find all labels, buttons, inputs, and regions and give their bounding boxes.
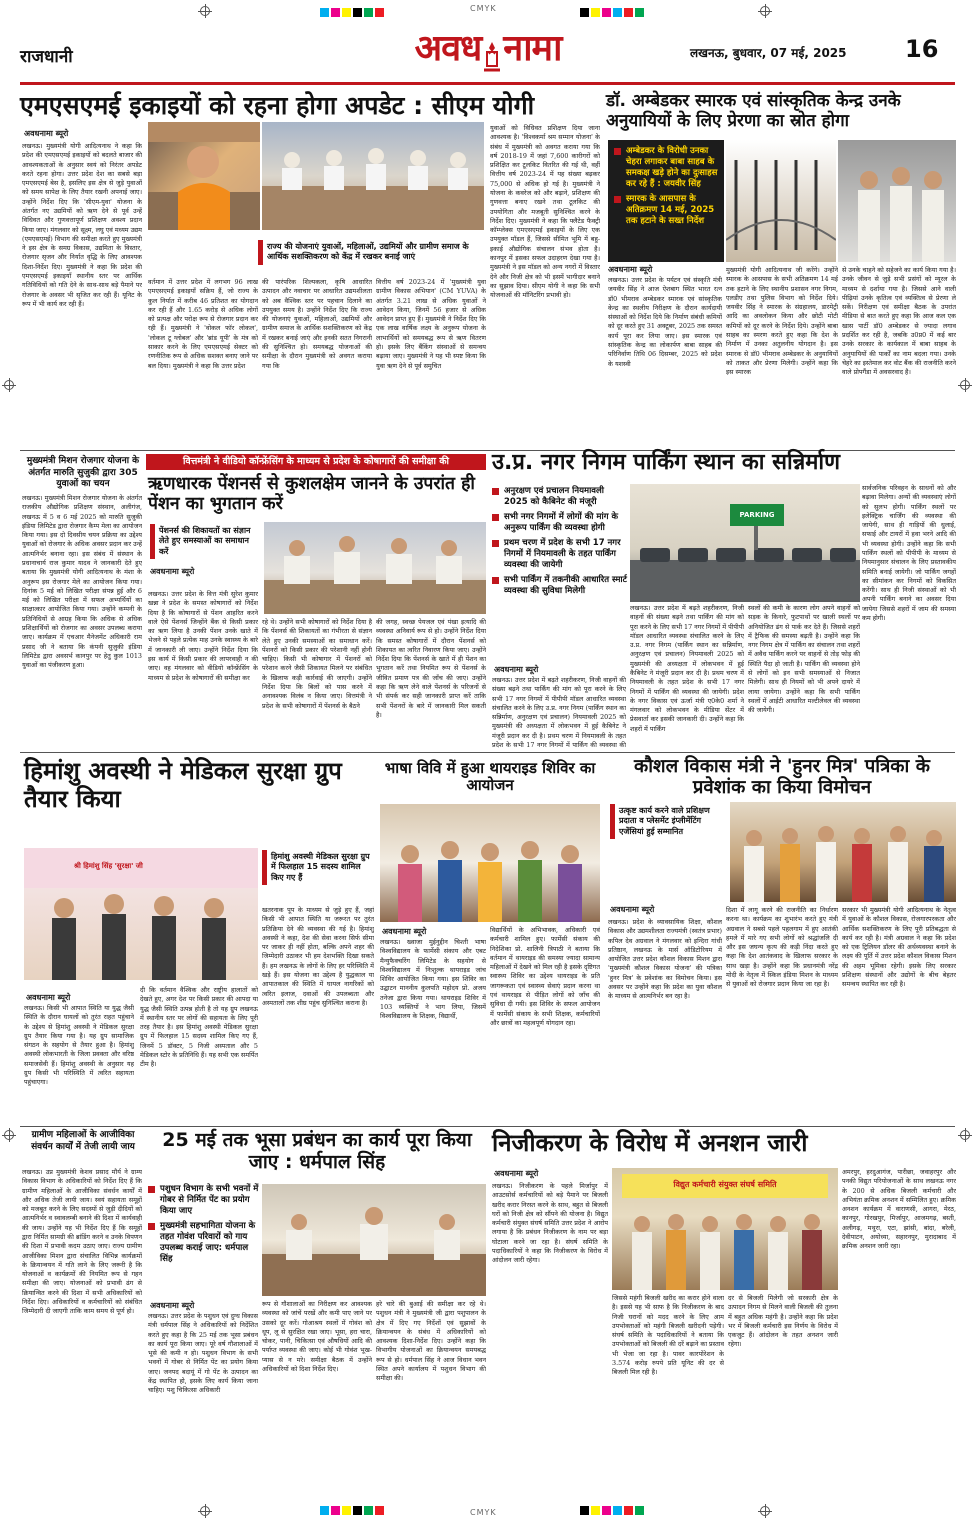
parking-point: प्रथम चरण में प्रदेश के सभी 17 नगर निगमों में नियमावली के तहत पार्किंग व्यवस्था की जायेगी: [492, 538, 628, 571]
color-calibration-bar: [580, 8, 644, 17]
page-number: 16: [905, 35, 939, 63]
byline: अवधनामा ब्यूरो: [150, 567, 195, 576]
caption-hunar-mitra: उत्कृष्ट कार्य करने वाले प्रशिक्षण प्रदाता व प्लेसमेंट इंप्लीमेंटिंग एजेंसियां हुई सम्मानित: [610, 804, 728, 839]
headline-thyroid: भाषा विवि में हुआ थायराइड शिविर का आयोजन: [384, 759, 596, 795]
photo-video-conference: [264, 522, 486, 614]
headline-gramin-mahila: ग्रामीण महिलाओं के आजीविका संवर्धन कार्यों में तेजी लायी जाय: [31, 1130, 135, 1152]
parking-points: [492, 486, 628, 601]
byline: अवधनामा ब्यूरो: [150, 1301, 195, 1310]
story-text: अमरपुर, हरदुआगंज, पारीछा, जवाहरपुर और पनकी विद्युत परियोजनाओं के साथ लखनऊ नगर के 200 से अधिक बिजली कर्मचारी और अभियंता क्रमिक अनशन में सम्मिलित हुए। क्रमिक अनशन कार्यक्रम में वाराणसी, आगरा, मेरठ, कानपुर, गोरखपुर, मिर्जापुर, आजमगढ़, बस्ती, अलीगढ़, मथुरा, एटा, झांसी, बांदा, बरेली, देवीपाटन, अयोध्या, सहारनपुर, मुरादाबाद में क्रमिक अनशन जारी रहा।: [842, 1168, 956, 1251]
story-text: से उनके चाहने को सहेजने का कार्य किया गया है। उनके जीवन से जुड़े सभी प्रसंगों को म्यूरल के माध्यम से दर्शाया गया है। जिससे आने वाली पीढ़ियां उनके कृतित्व एवं व्यक्तित्व से प्रेरणा ले सकें। निरीक्षण एवं समीक्षा बैठक के उपरांत मीडिया से बात करते हुए कहा कि आज कल एक खास पार्टी डॉ0 अम्बेडकर से ज्यादा लगाव प्रदर्शित कर रही है, जबकि उ0प्र0 में कई बार उनके सरकार के कार्यकाल में बाबा साहब के अनुयायियों की पार्कों का नाम बदला गया। उनके चेहरे का इस्तेमाल कर वोट बैंक की राजनीति करने वाले प्रोपगैंडा में अवसरवाद है।: [842, 266, 956, 377]
byline: अवधनामा ब्यूरो: [26, 993, 71, 1002]
parking-point: अनुरक्षण एवं प्रचालन नियमावली 2025 को कैबिनेट की मंजूरी: [492, 486, 628, 508]
byline: अवधनामा ब्यूरो: [494, 665, 539, 674]
photo-protest: [612, 1168, 838, 1290]
story-text: लखनऊ। ख्वाजा मुईनुद्दीन चिश्ती भाषा विश्वविद्यालय के फार्मेसी संकाय और एबट मैन्युफैक्चरिंग लिमिटेड के सहयोग से विश्वविद्यालय में निःशुल्क थायराइड जांच शिविर आयोजित किया गया। इस शिविर का उद्घाटन माननीय कुलपति महोदय प्रो. अजय तनेजा द्वारा किया गया। थायराइड शिविर में 103 व्यक्तियों ने भाग लिया, जिसमें विश्वविद्यालय के शिक्षक, विद्यार्थी,: [380, 938, 486, 1021]
story-text: लखनऊ। मुख्यमंत्री मिशन रोजगार योजना के अंतर्गत राजकीय औद्योगिक प्रशिक्षण संस्थान, अलीगंज, लखनऊ में 5 व 6 मई 2025 को मारुति सुजुकी इंडिया लिमिटेड द्वारा रोजगार कैम्प मेला का आयोजन किया गया। इस दो दिवसीय चयन प्रक्रिया का उद्देश्य युवाओं को रोजगार के अधिक अवसर प्रदान कर उन्हें आत्मनिर्भर बनाना रहा। इस संबंध में संस्थान के प्रधानाचार्य राज कुमार यादव ने जानकारी देते हुए बताया कि मुख्यमंत्री योगी आदित्यनाथ के मंशा के अनुरूप इस रोजगार मेले का आयोजन किया गया। दिनांक 5 मई को लिखित परीक्षा संपन्न हुई और 6 मई को लिखित परीक्षा में सफल अभ्यर्थियों का साक्षात्कार आयोजित किया गया। उन्होंने कम्पनी के प्रतिनिधियों से आग्रह किया कि अधिक से अधिक प्रशिक्षार्थियों को रोजगार का अवसर उपलब्ध कराया जाए। कार्यक्रम में एचआर मैनेजमेंट अधिकारी राम प्रसाद जी ने बताया कि कंपनी सुजुकी इंडिया लिमिटेड द्वारा अवसर्भ कानपुर पर हेतु कुल 1013 युवाओं का पंजीकरण हुआ।: [22, 494, 142, 670]
photo-minister-inspection: [838, 140, 956, 262]
caption-msme: राज्य की योजनाएं युवाओं, महिलाओं, उद्यमियों और ग्रामीण समाज के आर्थिक सशक्तिकरण को केंद्र में रखकर बनाई जाएं: [258, 240, 484, 265]
parking-point: सभी नगर निगमों में लोगों की मांग के अनुरूप पार्किंग की व्यवस्था होगी: [492, 512, 628, 534]
header-rule: [20, 82, 955, 85]
highlight-point: अम्बेडकर के विरोधी उनका चेहरा लगाकर बाबा साहब के समकक्ष खड़े होने का दुःसाहस कर रहे हैं : जयवीर सिंह: [614, 146, 718, 190]
story-text: रहे थे। उन्होंने सभी कोषागारों को निर्देश दिया है कि पेंशनर्स की शिकायतों का गंभीरता से संज्ञान लेते हुए उनकी समस्याओं का समाधान करें। पेंशनरों को किसी प्रकार की परेशानी नहीं होनी चाहिए। किसी भी कोषागार में पेंशनरों को परेशान करने जैसी शिकायत मिलने पर संबंधित के खिलाफ कड़ी कार्रवाई की जाएगी। उन्होंने निर्देश दिया कि बिलों को पास करने में अनावश्यक विलंब न किया जाए। वित्तमंत्री ने प्रदेश के सभी कोषागारों में पेंशनर्स के बैठने: [262, 618, 372, 710]
story-text: दी कि वर्तमान वैश्विक और राष्ट्रीय हालातों को देखते हुए, अगर देश पर किसी प्रकार की आपदा या युद्ध जैसी स्थिति उत्पन्न होती है तो यह ग्रुप लखनऊ में स्थानीय स्तर पर लोगों की सहायता के लिए पूरी तरह तैयार है। इस हिमांशु अवस्थी मेडिकल सुरक्षा ग्रुप में फिलहाल 15 सदस्य शामिल किए गए हैं, जिनमें 5 डॉक्टर, 5 निजी अस्पताल और 5 मेडिकल स्टोर के प्रतिनिधि हैं। यह सभी एक समर्पित टीम है।: [140, 986, 258, 1069]
cmyk-marker: CMYK: [470, 4, 497, 13]
parking-point: सभी पार्किंग में तकनीकी आधारित स्मार्ट व्यवस्था की सुविधा मिलेगी: [492, 575, 628, 597]
headline-mission-rozgar: मुख्यमंत्री मिशन रोजगार योजना के अंतर्गत मारुति सुजुकी द्वारा 305 युवाओं का चयन: [26, 456, 140, 490]
masthead-left: अवध: [414, 27, 482, 69]
caption-himanshu: हिमांशु अवस्थी मेडिकल सुरक्षा ग्रुप में फिलहाल 15 सदस्य शामिल किए गए हैं: [262, 850, 374, 885]
story-text: युवाओं को विधिवत प्रशिक्षण दिया जाना आवश्यक है। 'विश्वकर्मा श्रम सम्मान योजना' के संबंध में मुख्यमंत्री को अवगत कराया गया कि वर्ष 2018-19 में जहां 7,600 कारीगरों को प्रशिक्षित कर टूलकिट वितरित की गई थी, वहीं वित्तीय वर्ष 2023-24 में यह संख्या बढ़कर 75,000 से अधिक हो गई है। मुख्यमंत्री ने योजना के कवरेज को और बढ़ाने, प्रशिक्षण की गुणवत्ता बनाए रखने तथा टूलकिट की उपयोगिता और मजबूती सुनिश्चित करने के निर्देश दिए। मुख्यमंत्री ने कहा कि फ्लैटेड फैक्ट्री कॉम्प्लेक्स एमएसएमई इकाइयों के लिए एक उपयुक्त मॉडल हैं, जिससे सीमित भूमि में बहु-इकाई औद्योगिक संचालन संभव होता है। कानपुर में इसका सफल उदाहरण देखा गया है। मुख्यमंत्री ने इस मॉडल को अन्य नगरों में विस्तार देने और निजी क्षेत्र को भी इसमें भागीदार बनाने का सुझाव दिया। सीएम योगी ने कहा कि सभी योजनाओं की मॉनिटरिंग प्रभावी हो।: [490, 124, 600, 300]
color-calibration-bar: [320, 1506, 384, 1515]
divider: [20, 752, 955, 753]
story-text: लखनऊ। प्रदेश के व्यावसायिक शिक्षा, कौशल विकास और उद्यमशीलता राज्यमंत्री (स्वतंत्र प्रभार) कपिल देव अग्रवाल ने मंगलवार को इन्दिरा गांधी प्रतिष्ठान, लखनऊ के मार्स ऑडिटोरियम में आयोजित उत्तर प्रदेश कौशल विकास मिशन द्वारा 'मुख्यमंत्री कौशल विकास योजना' की पत्रिका 'हुनर मित्र' के प्रवेशांक का विमोचन किया। इस अवसर पर उन्होंने कहा कि प्रदेश का युवा कौशल के माध्यम से आत्मनिर्भर बन रहा है।: [608, 918, 722, 1001]
headline-himanshu: हिमांशु अवस्थी ने मेडिकल सुरक्षा ग्रुप तैयार किया: [24, 757, 342, 813]
color-calibration-bar: [320, 8, 384, 17]
story-text: विद्यार्थियों के अभिभावक, अधिकारी एवं कर्मचारी शामिल हुए। फार्मेसी संकाय की निदेशिका प्रो. शालिनी त्रिपाठी ने बताया कि वर्तमान में थायराइड की समस्या ज्यादा सामान्य महिलाओं में देखने को मिल रही है इसके दृष्टिगत स्वास्थ्य शिविर का उद्देश्य थायराइड के प्रति जागरूकता एवं स्वास्थ्य सेवाएं प्रदान करना था एवं थायराइड से पीड़ित लोगों को जाँच की सुविधा दी गयी। इस शिविर के सफल आयोजन में फार्मेसी संकाय के सभी शिक्षक, कर्मचारियों और छात्रों का महत्वपूर्ण योगदान रहा।: [490, 926, 600, 1027]
story-text: की पारंपरिक शिल्पकला, कृषि आधारित उत्पादन और नवाचार पर आधारित उद्यमशीलता को अब वैश्विक स्तर पर पहचान दिलाने का उपयुक्त समय है। उन्होंने निर्देश दिए कि राज्य की योजनाएं युवाओं, महिलाओं, उद्यमियों और ग्रामीण समाज के आर्थिक सशक्तिकरण को केंद्र में रखकर बनाई जाएं और इनकी सतत निगरानी की सुनिश्चित हो। समयबद्ध योजनाओं की समीक्षा के दौरान मुख्यमंत्री को अवगत कराया गया कि: [262, 278, 372, 370]
story-text: जिससे महंगी बिजली खरीद का करार होने वाला है। इससे यह भी साफ है कि निजीकरण के बाद निजी घरानों को मदद करने के लिए आम उपभोक्ताओं को महंगी बिजली खरीदनी पड़ेगी। संघर्ष समिति के पदाधिकारियों ने बताया कि उपभोक्ताओं को बिजली की दरें बढ़ाने का प्रस्ताव भी भेजा जा रहा है। पावर कारपोरेशन के 3.574 करोड़ रुपये प्रति यूनिट की दर से बिजली मिल रही है।: [612, 1294, 724, 1377]
story-text: लखनऊ। उत्तर प्रदेश में बढ़ते शहरीकरण, निजी वाहनों की संख्या बढ़ने तथा पार्किंग की मांग को पूरा करने के लिए सभी 17 नगर निगमों में पीपीपी मॉडल आधारित व्यवस्था संचालित करने के लिए उ.प्र. नगर निगम (पार्किंग स्थान का सन्निर्माण, अनुरक्षण एवं प्रचालन) नियमावली 2025 को मुख्यमंत्री की अध्यक्षता में लोकभवन में हुई कैबिनेट ने मंजूरी प्रदान कर दी है। प्रथम चरण में नियमावली के तहत प्रदेश के सभी 17 नगर निगमों में पार्किंग की व्यवस्था की: [492, 676, 626, 748]
story-text: हरे चारे की बुआई की समीक्षा कर रहे थे। पशुधन मंत्री ने मुख्यमंत्री जी द्वारा पशुपालन के क्षेत्र में दिए गए निर्देशों एवं सुझावों के क्रियान्वयन के संबंध में अधिकारियों को आवश्यक दिशा-निर्देश दिए। उन्होंने कहा कि विभागीय योजनाओं का क्रियान्वयन समयबद्ध रूप से हो। धर्मपाल सिंह ने आज विधान भवन स्थित अपने कार्यालय में पशुधन विभाग की समीक्षा की।: [376, 1300, 486, 1383]
banner-finance-minister: वित्तमंत्री ने वीडियो कॉन्फ्रेंसिंग के माध्यम से प्रदेश के कोषागारों की समीक्षा की: [146, 454, 486, 470]
story-text: मुख्यमंत्री योगी आदित्यनाथ जी करेंगे। उन्होंने स्मारक के आसपास के सभी अतिक्रमण 14 मई तक हटाने के लिए स्थानीय प्रशासन नगर निगम, एलडीए तथा पुलिस विभाग को निर्देश दिये। जयवीर सिंह ने स्मारक के संग्रहालय, डारमेट्री आदि का अवलोकन किया और छोटी मोटी कमियों को दूर करने के निर्देश दिये। उन्होंने बाबा साहब का स्मरण करते हुए कहा कि देश के निर्माण में उनका अतुलनीय योगदान है। इस स्मारक से डॉ0 भीमराव अम्बेडकर के अनुयायियों को ताकत और प्रेरणा मिलेगी। उन्होंने कहा कि इस स्मारक: [726, 266, 838, 377]
story-text: लखनऊ। उत्तर प्रदेश के वित्त मंत्री सुरेश कुमार खन्ना ने प्रदेश के समस्त कोषागारों को निर्देश दिया है कि कोषागारों से पेंशन आहरित करने वाले ऐसे पेंशनर्स जिन्होंने बैंक से किसी प्रकार का ऋण लिया है उनकी पेंशन उनके खाते में भेजने से पहले प्रत्येक माह उनके स्वास्थ्य के बारे में जानकारी ली जाए। उन्होंने निर्देश दिया कि इस कार्य में किसी प्रकार की लापरवाही न की जाए। वह मंगलवार को वीडियो कॉन्फ्रेंसिंग के माध्यम से प्रदेश के कोषागारों की समीक्षा कर: [148, 590, 258, 682]
story-text: दर से बिजली मिलेगी जो सरकारी क्षेत्र के उत्पादन निगम से मिलने वाली बिजली की तुलना में बहुत अधिक महंगी है। उन्होंने कहा कि प्रदेश भर में बिजली कर्मचारी इस निर्णय के विरोध में एकजुट हैं। आंदोलन के तहत अनशन जारी रहेगा।: [728, 1294, 838, 1349]
story-text: लखनऊ। उत्तर प्रदेश में बढ़ते शहरीकरण, निजी वाहनों की संख्या बढ़ने तथा पार्किंग की मांग को पूरा करने के लिए सभी 17 नगर निगमों में पीपीपी मॉडल आधारित व्यवस्था संचालित करने के लिए उ.प्र. नगर निगम (पार्किंग स्थान का सन्निर्माण, अनुरक्षण एवं प्रचालन) नियमावली 2025 को मुख्यमंत्री की अध्यक्षता में लोकभवन में हुई कैबिनेट ने मंजूरी प्रदान कर दी है। प्रथम चरण में नियमावली के तहत प्रदेश के सभी 17 नगर निगमों में पार्किंग की व्यवस्था की जायेगी। प्रदेश के नगर विकास एवं ऊर्जा मंत्री ए0के0 शर्मा ने मंगलवार को लोकभवन के मीडिया सेंटर में प्रेसवार्ता कर इसकी जानकारी दी। उन्होंने कहा कि शहरों में पार्किंग: [630, 604, 744, 733]
headline-msme: एमएसएमई इकाइयों को रहना होगा अपडेट : सीएम योगी: [20, 91, 535, 120]
story-text: लखनऊ। निजीकरण के पहले मिर्जापुर में आउटसोर्स कर्मचारियों को बड़े पैमाने पर बिजली खरीद करार निरस्त करने के साथ, बहुत से बिजली घरों को निजी क्षेत्र को सौंपने की योजना है। विद्युत कर्मचारी संयुक्त संघर्ष समिति उत्तर प्रदेश ने आरोप लगाया है कि प्रबंधन निजीकरण के नाम पर बड़ा घोटाला करने जा रहा है। संघर्ष समिति के पदाधिकारियों ने कहा कि निजीकरण के विरोध में आंदोलन जारी रहेगा।: [492, 1182, 608, 1265]
registration-mark-icon: [200, 1506, 210, 1516]
story-text: वर्तमान में उत्तर प्रदेश में लगभग 96 लाख एमएसएमई इकाइयाँ सक्रिय हैं, जो राज्य के कुल निर्यात में करीब 46 प्रतिशत का योगदान कर रही हैं और 1.65 करोड़ से अधिक लोगों को प्रत्यक्ष और परोक्ष रूप से रोजगार प्रदान कर रही हैं। मुख्यमंत्री ने 'वोकल फॉर लोकल', 'लोकल टू ग्लोबल' और 'ब्रांड यूपी' के मंत्र को साकार करने के लिए एमएसएमई सेक्टर को रणनीतिक रूप से अधिक सशक्त बनाए जाने पर बल दिया। मुख्यमंत्री ने कहा कि उत्तर प्रदेश: [148, 278, 258, 370]
story-text: वित्तीय वर्ष 2023-24 में 'मुख्यमंत्री युवा ग्रामीण विकास अभियान' (CM YUVA) के अंतर्गत 3.21 लाख से अधिक युवाओं ने आवेदन किया, जिनमें 56 हजार से अधिक आवेदन प्राप्त हुए हैं। मुख्यमंत्री ने निर्देश दिए कि एक लाख वार्षिक लक्ष्य के अनुरूप योजना के लाभार्थियों को समयबद्ध रूप से ऋण वितरण हो। इसके लिए बैंकिंग संस्थाओं से समन्वय बढ़ाया जाए। मुख्यमंत्री ने यह भी स्पष्ट किया कि युवा ऋण देने से पूर्व समुचित: [376, 278, 486, 370]
photo-himanshu-group: [24, 848, 258, 980]
headline-hunar-mitra: कौशल विकास मंत्री ने 'हुनर मित्र' पत्रिका के प्रवेशांक का किया विमोचन: [634, 756, 930, 799]
photo-cm-yogi: [148, 122, 260, 230]
headline-pensioners: ऋणधारक पेंशनर्स से कुशलक्षेम जानने के उपरांत ही पेंशन का भुगतान करें: [148, 474, 475, 515]
dateline: लखनऊ, बुधवार, 07 मई, 2025: [690, 46, 847, 60]
lamp-logo-icon: [481, 40, 503, 72]
headline-bhusa: 25 मई तक भूसा प्रबंधन का कार्य पूरा किया जाए : धर्मपाल सिंह: [162, 1129, 472, 1173]
headline-nijikaran: निजीकरण के विरोध में अनशन जारी: [492, 1129, 808, 1157]
story-text: स्थलों की कमी के कारण लोग अपने वाहनों को सड़क के किनारे, फुटपाथों पर खाली स्थलों पर अनियोजित ढंग से पार्क कर देते हैं। जिससे शहरों में ट्रैफिक की समस्या बढ़ती है। उन्होंने कहा कि नगर निगम क्षेत्र में पार्किंग का संचालन तथा शहरों में अवैध पार्किंग करने पर वाहनों से तोड़ फोड़ की स्थिति पैदा हो जाती है। पार्किंग की व्यवस्था होने से लोगों को इन सभी समस्याओं से निजात मिलेगी। साथ ही नियमों को भी अपने दायरे में लाया जायेगा। उन्होंने कहा कि सभी पार्किंग स्थलों में आईटी आधारित मल्टीलेवल की व्यवस्था की जायेगी।: [748, 604, 860, 715]
story-text: लखनऊ। उप्र मुख्यमंत्री केशव प्रसाद मौर्य ने ग्राम्य विकास विभाग के अधिकारियों को निर्देश दिए हैं कि ग्रामीण महिलाओं के आजीविका संवर्धन कार्यों में और अधिक तेजी लायी जाय। स्वयं सहायता समूहों को मजबूत करने के लिए सदस्यों से जुड़ी दीदियों को आत्मनिर्भर व स्वावलम्बी बनाने की दिशा में कार्यवाही की जाय। उन्होंने यह भी निर्देश दिए हैं कि समूहों द्वारा निर्मित सामग्री की ब्रांडिंग करने व उनके विपणन की दिशा में प्रभावी कदम उठाए जाए। राज्य ग्रामीण आजीविका मिशन द्वारा संचालित विभिन्न कार्यक्रमों के क्रियान्वयन में गति लाने के लिए जरूरी है कि योजनाओं व कार्यक्रमों की नियमित रूप से गहन समीक्षा की जाए। योजनाओं को प्रभावी ढंग से क्रियान्वित करने की दिशा में सभी अधिकारियों को निर्देश दिए। अधिकारियों व कर्मचारियों को संबंधित जिम्मेदारी दी जाएगी ताकि काम समय से पूर्ण हो।: [22, 1168, 142, 1316]
registration-mark-icon: [960, 380, 970, 390]
story-text: रूप से गौशालाओं का निरीक्षण कर आवश्यक व्यवस्था को जांचें परखें और कमी पाए जाने पर उसको दूर करें। गोआश्रय स्थलों में गोवंश को धूप, लू से सुरक्षित रखा जाए। भूसा, हरा चारा, चोकर, पानी, चिकित्सा एवं औषधियों आदि की पर्याप्त व्यवस्था की जाए। कोई भी गोवंश भूख-प्यास से न मरे। समीक्षा बैठक में उन्होंने अधिकारियों को दिशा निर्देश दिए।: [262, 1300, 372, 1373]
byline: अवधनामा ब्यूरो: [494, 1169, 539, 1178]
divider: [20, 1126, 955, 1127]
headline-ambedkar: डॉ. अम्बेडकर स्मारक एवं सांस्कृतिक केन्द्र उनके अनुयायियों के लिए प्रेरणा का स्रोत होगा: [606, 91, 901, 131]
story-text: लखनऊ। उत्तर प्रदेश के पशुधन एवं दुग्ध विकास मंत्री धर्मपाल सिंह ने अधिकारियों को निर्देशित करते हुए कहा है कि 25 मई तक भूसा प्रबंधन का कार्य पूरा किया जाए। पूरे वर्ष गौशालाओं में भूसे की कमी न हो। पशुधन विभाग के सभी भवनों में गोबर से निर्मित पेंट का प्रयोग किया जाए। जनपद बदायूं में गो पेंट के उत्पादन का केंद्र स्थापित हो, इसके लिए कार्य किया जाना चाहिए। पशु चिकित्सा अधिकारी: [148, 1312, 258, 1395]
registration-mark-icon: [760, 6, 770, 16]
registration-mark-icon: [4, 1130, 14, 1140]
story-text: सरकार भी मुख्यमंत्री योगी आदित्यनाथ के नेतृत्व में युवाओं के कौशल विकास, रोजगारपरकता और आर्थिक सशक्तिकरण के लिए पूरी प्रतिबद्धता से कार्य कर रही है। मंत्री अग्रवाल ने कहा कि प्रदेश को एक ट्रिलियन डॉलर की अर्थव्यवस्था बनाने के लक्ष्य की पूर्ति में उत्तर प्रदेश कौशल विकास मिशन की अहम भूमिका रहेगी। इसके लिए सरकार प्रशिक्षण संस्थानों और उद्योगों के बीच बेहतर समन्वय स्थापित कर रही है।: [842, 906, 956, 989]
story-text: लखनऊ। मुख्यमंत्री योगी आदित्यनाथ ने कहा कि प्रदेश की एमएसएमई इकाइयों को बदलते बाजार की आवश्यकताओं के अनुसार स्वयं को निरंतर अपडेट करते रहना होगा। उत्तर प्रदेश देश का सबसे बड़ा एमएसएमई बेस है, इसलिए इस क्षेत्र से जुड़े युवाओं को समय सापेक्ष के लिए तैयार रखनी अपनाई जाए। उन्होंने निर्देश दिए कि 'सीएम-युवा' योजना के अंतर्गत नए उद्यमियों को ऋण देने से पूर्व उन्हें विधिवत और गुणवत्तापूर्ण प्रशिक्षण अवश्य प्रदान किया जाए। मंगलवार को सूक्ष्म, लघु एवं मध्यम उद्यम (एमएसएमई) विभाग की समीक्षा करते हुए मुख्यमंत्री ने इस क्षेत्र के समग्र विकास, उद्यमिता के विस्तार, रोजगार सृजन और निर्यात वृद्धि के लिए आवश्यक दिशा-निर्देश दिए। मुख्यमंत्री ने कहा कि प्रदेश की एमएसएमई इकाइयाँ स्थानीय स्तर पर आर्थिक गतिविधियों को गति देने के साथ-साथ बड़े पैमाने पर रोजगार के अवसर भी सृजित कर रही हैं। यूनिट के रूप में भी कार्य कर रही हैं।: [22, 142, 142, 308]
caption-pensioners: पेंशनर्स की शिकायतों का संज्ञान लेते हुए समस्याओं का समाधान करें: [150, 524, 260, 559]
story-text: सार्वजनिक परिवहन के साधनों को और बढ़ावा मिलेगा। अन्यों की व्यवस्थाएं लोगों को सुलभ होगी। पार्किंग स्थलों पर इलेक्ट्रिक चार्जिंग की व्यवस्था की जायेगी, साथ ही गाड़ियों की धुलाई, सफाई और टायरों में हवा भरने आदि की भी व्यवस्था होगी। उन्होंने कहा कि सभी पार्किंग स्थलों को पीपीपी के माध्यम से नियमानुसार संचालन के लिए प्रस्तावकीय समिति बनाई जायेगी। जो पार्किंग जगहों का सीमांकन कर निगमों को विकसित करेंगी। साथ ही निजी संस्थाओं को भी अपनी पार्किंग बनाने का अवसर दिया जायेगा जिससे शहरों में जाम की समस्या कम होगी।: [862, 484, 956, 622]
highlight-point: स्मारक के आसपास के अतिक्रमण 14 मई, 2025 तक हटाने के सख्त निर्देश: [614, 194, 718, 227]
photo-meeting-officials: [262, 122, 484, 230]
cmyk-marker: CMYK: [470, 1508, 497, 1517]
photo-parking-lot: [630, 484, 860, 602]
color-calibration-bar: [580, 1506, 644, 1515]
bhusa-point: मुख्यमंत्री सहभागिता योजना के तहत गोवंश परिवारों को गाय उपलब्ध कराई जाए: धर्मपाल सिंह: [148, 1221, 260, 1265]
story-text: दिशा में लागू करने की राजनीति का निर्धारण करना था। कार्यक्रम का शुभारंभ करते हुए मंत्री अग्रवाल ने सबसे पहले पहलगाम में हुए आतंकी हमले में मारे गए सभी लोगों को श्रद्धांजलि दी और इस जघन्य कृत्य की कड़ी निंदा करते हुए कहा कि देश आतंकवाद के खिलाफ सरकार के साथ खड़ा है। उन्होंने कहा कि प्रधानमंत्री नरेंद्र मोदी के नेतृत्व में स्किल इंडिया मिशन के माध्यम से युवाओं को रोजगार प्रदान किया जा रहा है।: [726, 906, 838, 989]
photo-livestock-meeting: [262, 1184, 486, 1296]
registration-mark-icon: [960, 1130, 970, 1140]
section-label: राजधानी: [20, 47, 73, 67]
bhusa-points: [148, 1184, 260, 1269]
registration-mark-icon: [200, 6, 210, 16]
headline-parking: उ.प्र. नगर निगम पार्किंग स्थान का सन्निर्माण: [492, 450, 841, 475]
registration-mark-icon: [4, 380, 14, 390]
bhusa-point: पशुधन विभाग के सभी भवनों में गोबर से निर्मित पेंट का प्रयोग किया जाए: [148, 1184, 260, 1217]
story-text: खतरनाक पूप के माध्यम से जुड़े हुए हैं, जहां किसी भी आपात स्थिति या जरूरत पर तुरंत प्रतिक्रिया देने की व्यवस्था की गई है। हिमांशु अवस्थी ने कहा, देश की सेवा करना सिर्फ सीमा पर जाकर ही नहीं होता, बल्कि अपने शहर की जिम्मेदारी उठाकर भी हम देशभक्ति दिखा सकते हैं। हम लखनऊ के लोगों के लिए हर परिस्थिति में खड़े हैं। इस योजना का उद्देश्य है युद्धकाल या आपातकाल की स्थिति में घायल नागरिकों को त्वरित इलाज, दवाओं की उपलब्धता और अस्पतालों तक शीघ्र पहुंच सुनिश्चित कराना है।: [262, 906, 374, 1007]
photo-memorial-interior: [726, 140, 836, 262]
masthead-right: नामा: [503, 27, 562, 69]
photo-thyroid-camp: [380, 804, 600, 922]
byline: अवधनामा ब्यूरो: [382, 927, 427, 936]
photo-magazine-release: [730, 802, 956, 902]
protest-banner-text: विद्युत कर्मचारी संयुक्त संघर्ष समिति: [673, 1180, 777, 1189]
masthead-logo: [388, 24, 588, 82]
registration-mark-icon: [760, 1506, 770, 1516]
story-text: लखनऊ। किसी भी आपात स्थिति या युद्ध जैसी स्थिति के दौरान घायलों को तुरंत राहत पहुंचाने के उद्देश्य से हिमांशु अवस्थी ने मेडिकल सुरक्षा ग्रुप तैयार किया गया है। यह ग्रुप सामाजिक संगठन के सहयोग से तैयार हुआ है। हिमांशु अवस्थी लोकभारती के जिला प्रवक्ता और वरिष्ठ समाजसेवी हैं। हिमांशु अवस्थी के अनुसार यह ग्रुप किसी भी परिस्थिति में त्वरित सहायता पहुंचाएगा।: [24, 1004, 134, 1087]
parking-sign-text: PARKING: [739, 511, 775, 519]
story-text: की जगह, स्वच्छ पेयजल एवं पंखा इत्यादि की व्यवस्था अनिवार्य रूप से हो। उन्होंने निर्देश दिया कि समस्त कोषागारों में दौरान पेंशनर्स को शिकायत का त्वरित निवारण किया जाए। उन्होंने निर्देश दिया कि पेंशनर्स के खाते में ही पेंशन का भुगतान करें तथा नियमित रूप से पेंशनर्स के जीवित प्रमाण पत्र की जाँच की जाए। उन्होंने कहा कि ऋण लेने वाले पेंशनर्स के परिजनों से भी संपर्क कर सही जानकारी प्राप्त करें ताकि सभी पेंशनरों के बारे में जानकारी मिल सकती है।: [376, 618, 486, 719]
story-text: लखनऊ। उत्तर प्रदेश के पर्यटन एवं संस्कृति मंत्री जयवीर सिंह ने आज ऐशबाग स्थित भारत रत्न डॉ0 भीमराव अम्बेडकर स्मारक एवं सांस्कृतिक केन्द्र का स्थलीय निरीक्षण के दौरान कार्यदायी संस्थाओं को निर्देश दिये कि निर्माण संबंधी कमियों को दूर करते हुए 31 अक्टूबर, 2025 तक समस्त कार्य पूरा कर लिया जाए। इस स्मारक एवं सांस्कृतिक केन्द्र का लोकार्पण बाबा साहब की परिनिर्वाण तिथि 06 दिसम्बर, 2025 को प्रदेश के यशस्वी: [608, 276, 722, 368]
highlight-box: [608, 140, 724, 262]
byline: अवधनामा ब्यूरो: [608, 265, 653, 274]
photo-banner-text: श्री हिमांशु सिंह 'सुरक्षा' जी: [74, 862, 143, 870]
byline: अवधनामा ब्यूरो: [610, 905, 655, 914]
byline: अवधनामा ब्यूरो: [24, 129, 69, 138]
